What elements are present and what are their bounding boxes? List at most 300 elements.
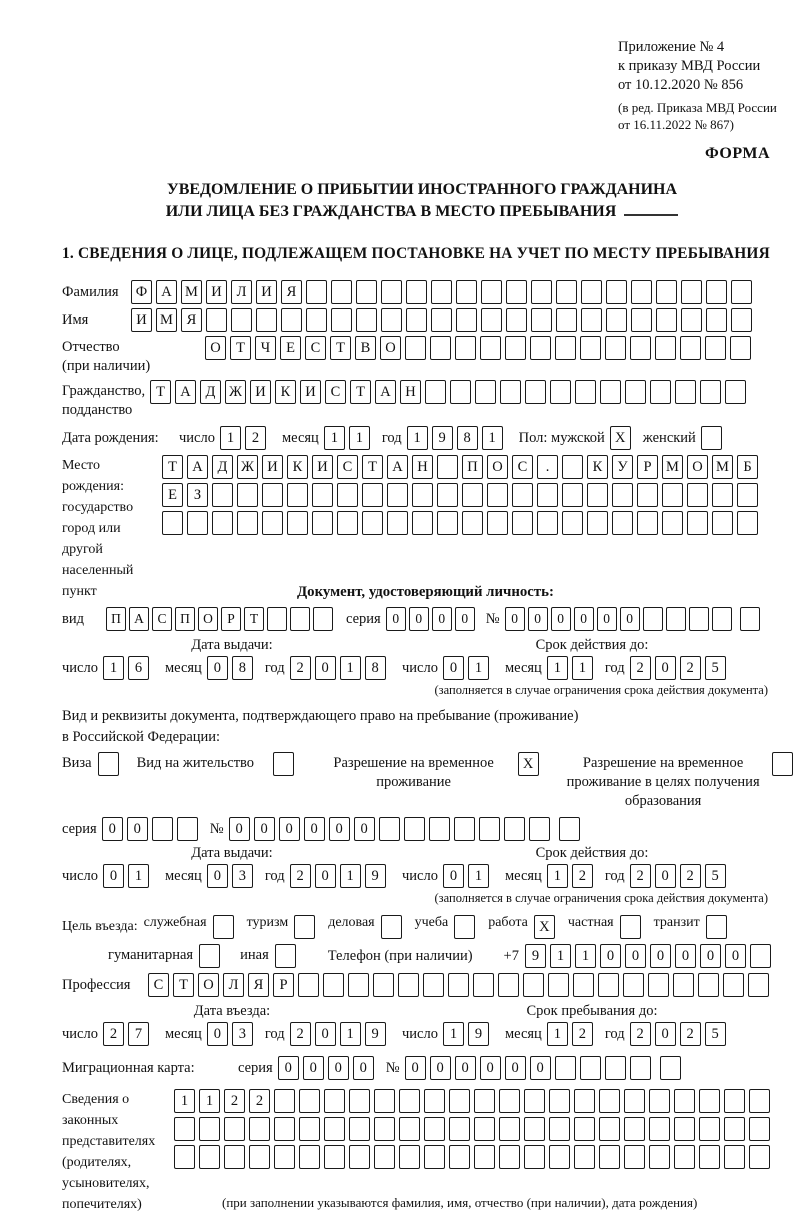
char-cell[interactable] — [306, 308, 327, 332]
char-cell[interactable] — [655, 336, 676, 360]
char-cell[interactable]: З — [187, 483, 208, 507]
char-cell[interactable] — [437, 511, 458, 535]
char-cell[interactable] — [649, 1117, 670, 1141]
char-cell[interactable]: 2 — [290, 656, 311, 680]
char-cell[interactable] — [730, 336, 751, 360]
char-cell[interactable] — [398, 973, 419, 997]
char-cell[interactable] — [630, 336, 651, 360]
doc-issue-year-field[interactable] — [290, 656, 390, 680]
char-cell[interactable] — [581, 280, 602, 304]
char-cell[interactable]: 2 — [572, 864, 593, 888]
purpose-study-checkbox[interactable] — [454, 915, 479, 939]
char-cell[interactable] — [649, 1145, 670, 1169]
birth-place-row2-field[interactable] — [162, 483, 762, 507]
char-cell[interactable] — [152, 817, 173, 841]
char-cell[interactable]: Т — [244, 607, 264, 631]
char-cell[interactable] — [212, 483, 233, 507]
char-cell[interactable]: 0 — [329, 817, 350, 841]
char-cell[interactable]: 1 — [443, 1022, 464, 1046]
char-cell[interactable]: Я — [248, 973, 269, 997]
char-cell[interactable]: 2 — [290, 1022, 311, 1046]
char-cell[interactable]: 9 — [432, 426, 453, 450]
char-cell[interactable] — [531, 280, 552, 304]
char-cell[interactable] — [620, 915, 641, 939]
citizenship-field[interactable] — [150, 380, 750, 404]
char-cell[interactable] — [262, 511, 283, 535]
char-cell[interactable] — [687, 483, 708, 507]
char-cell[interactable] — [660, 1056, 681, 1080]
char-cell[interactable]: Е — [280, 336, 301, 360]
char-cell[interactable] — [249, 1145, 270, 1169]
char-cell[interactable]: Ф — [131, 280, 152, 304]
char-cell[interactable]: 0 — [315, 1022, 336, 1046]
char-cell[interactable]: П — [175, 607, 195, 631]
char-cell[interactable]: 1 — [324, 426, 345, 450]
char-cell[interactable]: П — [462, 455, 483, 479]
char-cell[interactable] — [287, 511, 308, 535]
birth-month-field[interactable] — [324, 426, 374, 450]
char-cell[interactable] — [287, 483, 308, 507]
entry-year-field[interactable] — [290, 1022, 390, 1046]
char-cell[interactable] — [387, 483, 408, 507]
char-cell[interactable]: 0 — [655, 1022, 676, 1046]
char-cell[interactable]: Т — [162, 455, 183, 479]
char-cell[interactable] — [562, 455, 583, 479]
stay-doc-expiry-day-field[interactable] — [443, 864, 493, 888]
char-cell[interactable] — [481, 308, 502, 332]
char-cell[interactable] — [274, 1117, 295, 1141]
char-cell[interactable]: 0 — [443, 656, 464, 680]
char-cell[interactable] — [706, 280, 727, 304]
char-cell[interactable]: С — [337, 455, 358, 479]
char-cell[interactable]: 0 — [551, 607, 571, 631]
char-cell[interactable] — [256, 308, 277, 332]
char-cell[interactable] — [673, 973, 694, 997]
char-cell[interactable]: X — [534, 915, 555, 939]
birth-year-field[interactable] — [407, 426, 507, 450]
char-cell[interactable]: Л — [231, 280, 252, 304]
char-cell[interactable] — [580, 336, 601, 360]
char-cell[interactable] — [699, 1089, 720, 1113]
char-cell[interactable]: 0 — [655, 656, 676, 680]
char-cell[interactable]: 2 — [224, 1089, 245, 1113]
char-cell[interactable] — [431, 280, 452, 304]
char-cell[interactable]: 0 — [328, 1056, 349, 1080]
char-cell[interactable] — [574, 1117, 595, 1141]
char-cell[interactable]: Н — [412, 455, 433, 479]
stay-doc-issue-day-field[interactable] — [103, 864, 153, 888]
char-cell[interactable] — [680, 336, 701, 360]
char-cell[interactable] — [537, 511, 558, 535]
char-cell[interactable] — [731, 280, 752, 304]
char-cell[interactable] — [374, 1145, 395, 1169]
char-cell[interactable]: 5 — [705, 1022, 726, 1046]
char-cell[interactable]: X — [610, 426, 631, 450]
char-cell[interactable] — [499, 1117, 520, 1141]
char-cell[interactable] — [548, 973, 569, 997]
char-cell[interactable] — [405, 336, 426, 360]
char-cell[interactable]: И — [256, 280, 277, 304]
char-cell[interactable]: 0 — [229, 817, 250, 841]
char-cell[interactable]: Ж — [237, 455, 258, 479]
char-cell[interactable] — [605, 1056, 626, 1080]
char-cell[interactable]: С — [148, 973, 169, 997]
char-cell[interactable]: 1 — [340, 656, 361, 680]
char-cell[interactable] — [580, 1056, 601, 1080]
char-cell[interactable]: А — [156, 280, 177, 304]
char-cell[interactable]: А — [175, 380, 196, 404]
char-cell[interactable]: М — [712, 455, 733, 479]
given-name-field[interactable] — [131, 308, 756, 332]
migration-series-field[interactable] — [278, 1056, 378, 1080]
char-cell[interactable]: И — [250, 380, 271, 404]
char-cell[interactable]: Т — [362, 455, 383, 479]
stay-until-day-field[interactable] — [443, 1022, 493, 1046]
char-cell[interactable] — [237, 511, 258, 535]
char-cell[interactable] — [480, 336, 501, 360]
char-cell[interactable]: 1 — [572, 656, 593, 680]
char-cell[interactable] — [249, 1117, 270, 1141]
char-cell[interactable]: 0 — [279, 817, 300, 841]
char-cell[interactable] — [437, 455, 458, 479]
temp-residence-edu-checkbox[interactable] — [772, 752, 797, 776]
char-cell[interactable] — [429, 817, 450, 841]
char-cell[interactable] — [587, 511, 608, 535]
char-cell[interactable] — [705, 336, 726, 360]
char-cell[interactable] — [525, 380, 546, 404]
char-cell[interactable] — [556, 308, 577, 332]
char-cell[interactable]: Е — [162, 483, 183, 507]
char-cell[interactable] — [290, 607, 310, 631]
char-cell[interactable] — [313, 607, 333, 631]
char-cell[interactable] — [504, 817, 525, 841]
char-cell[interactable]: 0 — [675, 944, 696, 968]
purpose-transit-checkbox[interactable] — [706, 915, 731, 939]
char-cell[interactable] — [199, 1145, 220, 1169]
char-cell[interactable]: 0 — [127, 817, 148, 841]
char-cell[interactable]: 0 — [505, 1056, 526, 1080]
char-cell[interactable]: X — [518, 752, 539, 776]
char-cell[interactable]: К — [287, 455, 308, 479]
char-cell[interactable] — [624, 1117, 645, 1141]
char-cell[interactable] — [706, 308, 727, 332]
char-cell[interactable]: 0 — [354, 817, 375, 841]
char-cell[interactable] — [381, 280, 402, 304]
char-cell[interactable] — [643, 607, 663, 631]
char-cell[interactable]: 0 — [480, 1056, 501, 1080]
birth-place-row3-field[interactable] — [162, 511, 762, 535]
char-cell[interactable] — [274, 1089, 295, 1113]
char-cell[interactable]: К — [275, 380, 296, 404]
stay-doc-expiry-month-field[interactable] — [547, 864, 597, 888]
char-cell[interactable] — [574, 1145, 595, 1169]
char-cell[interactable]: 2 — [103, 1022, 124, 1046]
legal-reps-row1-field[interactable] — [174, 1089, 774, 1113]
char-cell[interactable] — [749, 1145, 770, 1169]
char-cell[interactable]: 1 — [550, 944, 571, 968]
char-cell[interactable]: 1 — [547, 656, 568, 680]
char-cell[interactable] — [624, 1089, 645, 1113]
char-cell[interactable] — [449, 1089, 470, 1113]
char-cell[interactable]: 2 — [680, 864, 701, 888]
char-cell[interactable]: 0 — [528, 607, 548, 631]
char-cell[interactable]: К — [587, 455, 608, 479]
char-cell[interactable]: В — [355, 336, 376, 360]
char-cell[interactable]: М — [662, 455, 683, 479]
char-cell[interactable] — [637, 511, 658, 535]
char-cell[interactable] — [423, 973, 444, 997]
char-cell[interactable] — [606, 280, 627, 304]
char-cell[interactable] — [456, 308, 477, 332]
char-cell[interactable] — [349, 1089, 370, 1113]
char-cell[interactable]: 1 — [575, 944, 596, 968]
char-cell[interactable]: 0 — [207, 656, 228, 680]
char-cell[interactable] — [612, 511, 633, 535]
char-cell[interactable]: Т — [350, 380, 371, 404]
char-cell[interactable] — [312, 483, 333, 507]
visa-checkbox[interactable] — [98, 752, 123, 776]
char-cell[interactable]: 0 — [505, 607, 525, 631]
char-cell[interactable] — [725, 380, 746, 404]
char-cell[interactable] — [437, 483, 458, 507]
char-cell[interactable]: 6 — [128, 656, 149, 680]
char-cell[interactable] — [212, 511, 233, 535]
char-cell[interactable]: 0 — [700, 944, 721, 968]
char-cell[interactable]: А — [129, 607, 149, 631]
char-cell[interactable] — [549, 1089, 570, 1113]
char-cell[interactable] — [537, 483, 558, 507]
char-cell[interactable] — [455, 336, 476, 360]
char-cell[interactable]: 2 — [630, 864, 651, 888]
char-cell[interactable] — [362, 483, 383, 507]
char-cell[interactable]: 0 — [102, 817, 123, 841]
char-cell[interactable] — [449, 1117, 470, 1141]
char-cell[interactable] — [323, 973, 344, 997]
char-cell[interactable] — [487, 511, 508, 535]
char-cell[interactable]: О — [487, 455, 508, 479]
char-cell[interactable] — [623, 973, 644, 997]
char-cell[interactable] — [454, 915, 475, 939]
char-cell[interactable]: С — [305, 336, 326, 360]
char-cell[interactable] — [348, 973, 369, 997]
char-cell[interactable] — [324, 1145, 345, 1169]
char-cell[interactable]: С — [512, 455, 533, 479]
char-cell[interactable]: 2 — [680, 1022, 701, 1046]
purpose-business-checkbox[interactable] — [381, 915, 406, 939]
char-cell[interactable]: 1 — [349, 426, 370, 450]
char-cell[interactable]: 5 — [705, 864, 726, 888]
surname-field[interactable] — [131, 280, 756, 304]
char-cell[interactable]: Б — [737, 455, 758, 479]
char-cell[interactable] — [424, 1117, 445, 1141]
char-cell[interactable] — [689, 607, 709, 631]
char-cell[interactable]: И — [262, 455, 283, 479]
char-cell[interactable] — [412, 483, 433, 507]
char-cell[interactable] — [700, 380, 721, 404]
phone-field[interactable] — [525, 944, 775, 968]
char-cell[interactable]: Т — [230, 336, 251, 360]
char-cell[interactable]: 0 — [620, 607, 640, 631]
char-cell[interactable]: О — [198, 973, 219, 997]
char-cell[interactable]: М — [181, 280, 202, 304]
char-cell[interactable]: 0 — [207, 1022, 228, 1046]
char-cell[interactable]: 9 — [365, 1022, 386, 1046]
char-cell[interactable] — [474, 1117, 495, 1141]
residence-permit-checkbox[interactable] — [273, 752, 298, 776]
char-cell[interactable] — [399, 1089, 420, 1113]
char-cell[interactable] — [531, 308, 552, 332]
char-cell[interactable] — [662, 483, 683, 507]
char-cell[interactable] — [549, 1145, 570, 1169]
char-cell[interactable] — [562, 483, 583, 507]
char-cell[interactable] — [712, 511, 733, 535]
char-cell[interactable] — [724, 1145, 745, 1169]
char-cell[interactable]: А — [187, 455, 208, 479]
char-cell[interactable] — [701, 426, 722, 450]
char-cell[interactable] — [599, 1145, 620, 1169]
char-cell[interactable] — [481, 280, 502, 304]
char-cell[interactable] — [177, 817, 198, 841]
char-cell[interactable] — [706, 915, 727, 939]
char-cell[interactable] — [462, 483, 483, 507]
char-cell[interactable]: 0 — [574, 607, 594, 631]
char-cell[interactable]: А — [387, 455, 408, 479]
stay-until-year-field[interactable] — [630, 1022, 730, 1046]
char-cell[interactable] — [530, 336, 551, 360]
char-cell[interactable] — [598, 973, 619, 997]
char-cell[interactable] — [750, 944, 771, 968]
char-cell[interactable]: 1 — [340, 1022, 361, 1046]
char-cell[interactable] — [275, 944, 296, 968]
char-cell[interactable]: 3 — [232, 864, 253, 888]
char-cell[interactable]: 0 — [600, 944, 621, 968]
char-cell[interactable] — [600, 380, 621, 404]
char-cell[interactable] — [448, 973, 469, 997]
char-cell[interactable] — [331, 308, 352, 332]
char-cell[interactable] — [98, 752, 119, 776]
char-cell[interactable]: 0 — [315, 864, 336, 888]
char-cell[interactable]: 0 — [530, 1056, 551, 1080]
char-cell[interactable] — [473, 973, 494, 997]
char-cell[interactable]: 5 — [705, 656, 726, 680]
doc-expiry-month-field[interactable] — [547, 656, 597, 680]
char-cell[interactable]: 0 — [386, 607, 406, 631]
char-cell[interactable]: У — [612, 455, 633, 479]
char-cell[interactable]: 1 — [340, 864, 361, 888]
char-cell[interactable]: 1 — [199, 1089, 220, 1113]
char-cell[interactable]: И — [206, 280, 227, 304]
char-cell[interactable] — [213, 915, 234, 939]
char-cell[interactable] — [349, 1145, 370, 1169]
doc-number-field[interactable] — [505, 607, 763, 631]
char-cell[interactable] — [656, 308, 677, 332]
char-cell[interactable]: 9 — [365, 864, 386, 888]
char-cell[interactable] — [512, 511, 533, 535]
char-cell[interactable] — [631, 280, 652, 304]
char-cell[interactable]: Д — [200, 380, 221, 404]
char-cell[interactable] — [662, 511, 683, 535]
stay-doc-number-field[interactable] — [229, 817, 584, 841]
char-cell[interactable] — [474, 1089, 495, 1113]
char-cell[interactable] — [262, 483, 283, 507]
char-cell[interactable] — [399, 1145, 420, 1169]
char-cell[interactable]: 1 — [128, 864, 149, 888]
char-cell[interactable]: 9 — [525, 944, 546, 968]
char-cell[interactable]: 0 — [304, 817, 325, 841]
char-cell[interactable] — [737, 511, 758, 535]
char-cell[interactable] — [450, 380, 471, 404]
char-cell[interactable] — [575, 380, 596, 404]
char-cell[interactable]: И — [312, 455, 333, 479]
char-cell[interactable] — [712, 483, 733, 507]
char-cell[interactable] — [406, 308, 427, 332]
char-cell[interactable]: 0 — [725, 944, 746, 968]
char-cell[interactable] — [630, 1056, 651, 1080]
char-cell[interactable] — [356, 308, 377, 332]
char-cell[interactable]: Л — [223, 973, 244, 997]
char-cell[interactable]: С — [325, 380, 346, 404]
char-cell[interactable]: 0 — [455, 607, 475, 631]
char-cell[interactable] — [431, 308, 452, 332]
char-cell[interactable] — [505, 336, 526, 360]
char-cell[interactable]: 9 — [468, 1022, 489, 1046]
char-cell[interactable] — [737, 483, 758, 507]
char-cell[interactable]: 0 — [409, 607, 429, 631]
char-cell[interactable]: 8 — [232, 656, 253, 680]
temp-residence-checkbox[interactable] — [518, 752, 543, 776]
stay-doc-issue-year-field[interactable] — [290, 864, 390, 888]
char-cell[interactable] — [698, 973, 719, 997]
char-cell[interactable]: Ч — [255, 336, 276, 360]
char-cell[interactable] — [573, 973, 594, 997]
char-cell[interactable] — [498, 973, 519, 997]
char-cell[interactable]: 0 — [650, 944, 671, 968]
char-cell[interactable] — [379, 817, 400, 841]
char-cell[interactable] — [724, 1089, 745, 1113]
entry-day-field[interactable] — [103, 1022, 153, 1046]
char-cell[interactable] — [500, 380, 521, 404]
char-cell[interactable]: 1 — [547, 1022, 568, 1046]
char-cell[interactable] — [387, 511, 408, 535]
char-cell[interactable] — [555, 1056, 576, 1080]
char-cell[interactable]: Т — [150, 380, 171, 404]
char-cell[interactable]: . — [537, 455, 558, 479]
char-cell[interactable] — [524, 1145, 545, 1169]
char-cell[interactable]: 0 — [432, 607, 452, 631]
char-cell[interactable]: Р — [637, 455, 658, 479]
char-cell[interactable] — [187, 511, 208, 535]
char-cell[interactable]: 3 — [232, 1022, 253, 1046]
char-cell[interactable]: С — [152, 607, 172, 631]
char-cell[interactable] — [430, 336, 451, 360]
char-cell[interactable] — [412, 511, 433, 535]
female-checkbox[interactable] — [701, 426, 726, 450]
purpose-other-checkbox[interactable] — [275, 944, 300, 968]
char-cell[interactable] — [555, 336, 576, 360]
char-cell[interactable] — [356, 280, 377, 304]
legal-reps-row2-field[interactable] — [174, 1117, 774, 1141]
char-cell[interactable] — [362, 511, 383, 535]
char-cell[interactable] — [425, 380, 446, 404]
char-cell[interactable] — [549, 1117, 570, 1141]
char-cell[interactable] — [649, 1089, 670, 1113]
char-cell[interactable] — [712, 607, 732, 631]
char-cell[interactable]: 2 — [249, 1089, 270, 1113]
entry-month-field[interactable] — [207, 1022, 257, 1046]
char-cell[interactable] — [656, 280, 677, 304]
char-cell[interactable]: Ж — [225, 380, 246, 404]
doc-issue-day-field[interactable] — [103, 656, 153, 680]
